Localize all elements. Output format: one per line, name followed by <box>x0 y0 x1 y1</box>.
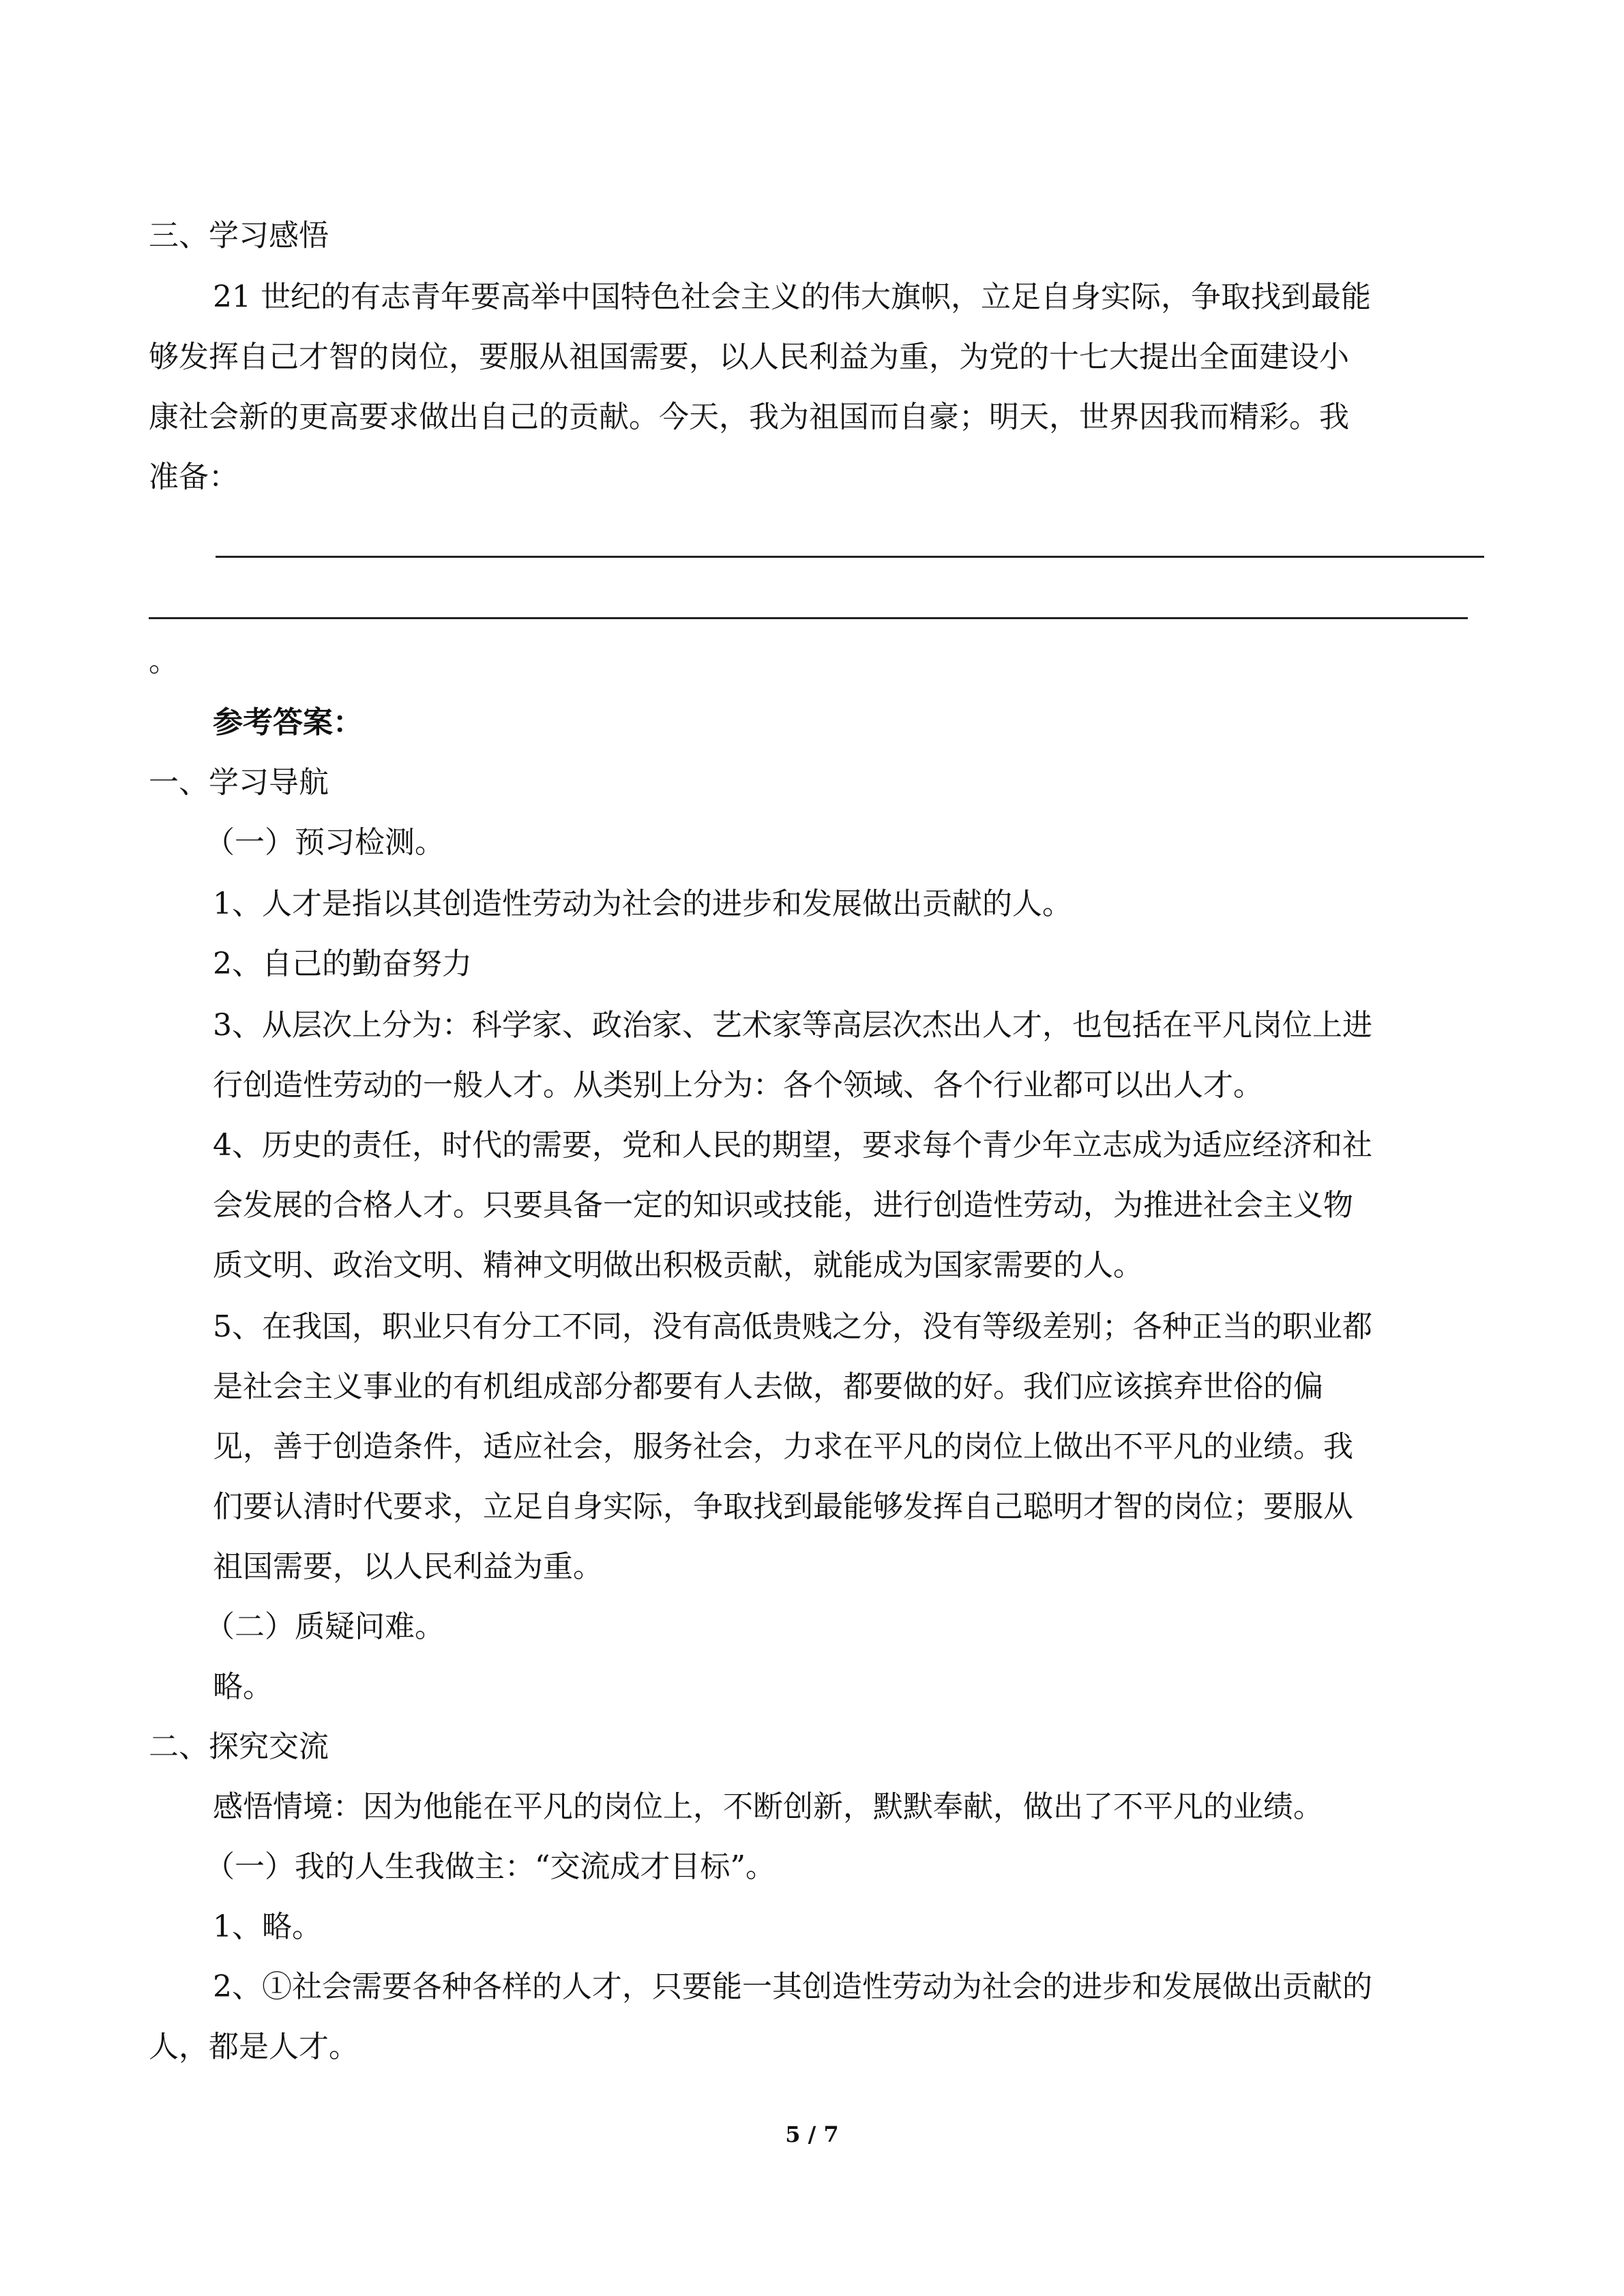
section-heading: 一、学习导航 <box>149 765 329 800</box>
answer-line: 4、历史的责任，时代的需要，党和人民的期望，要求每个青少年立志成为适应经济和社 <box>213 1128 1372 1163</box>
answer-line: 见，善于创造条件，适应社会，服务社会，力求在平凡的岗位上做出不平凡的业绩。我 <box>213 1429 1353 1464</box>
answer-line: 5、在我国，职业只有分工不同，没有高低贵贱之分，没有等级差别；各种正当的职业都 <box>213 1309 1372 1344</box>
answers-title: 参考答案： <box>213 705 363 740</box>
paragraph-line: 准备： <box>149 460 239 494</box>
answer-line: 略。 <box>213 1669 273 1704</box>
answer-line: 感悟情境：因为他能在平凡的岗位上，不断创新，默默奉献，做出了不平凡的业绩。 <box>213 1789 1323 1824</box>
answer-blank-line[interactable] <box>149 617 1468 619</box>
subsection-heading: （二）质疑问难。 <box>205 1609 445 1644</box>
paragraph-line: 21 世纪的有志青年要高举中国特色社会主义的伟大旗帜，立足自身实际，争取找到最能 <box>213 280 1371 314</box>
paragraph-line: 康社会新的更高要求做出自己的贡献。今天，我为祖国而自豪；明天，世界因我而精彩。我 <box>149 400 1349 434</box>
paragraph-line: 够发挥自己才智的岗位，要服从祖国需要，以人民利益为重，为党的十七大提出全面建设小 <box>149 340 1349 374</box>
page-number: 5 / 7 <box>785 2121 839 2147</box>
answer-line: 祖国需要，以人民利益为重。 <box>213 1549 603 1584</box>
answer-line: 3、从层次上分为：科学家、政治家、艺术家等高层次杰出人才，也包括在平凡岗位上进 <box>213 1008 1372 1043</box>
answer-blank-line[interactable] <box>216 556 1484 558</box>
subsection-heading: （一）我的人生我做主：“交流成才目标”。 <box>205 1849 776 1884</box>
end-mark: 。 <box>149 644 179 679</box>
answer-line: 行创造性劳动的一般人才。从类别上分为：各个领域、各个行业都可以出人才。 <box>213 1068 1263 1103</box>
answer-line: 会发展的合格人才。只要具备一定的知识或技能，进行创造性劳动，为推进社会主义物 <box>213 1188 1353 1223</box>
answer-line: 1、人才是指以其创造性劳动为社会的进步和发展做出贡献的人。 <box>213 886 1072 921</box>
subsection-heading: （一）预习检测。 <box>205 825 445 860</box>
answer-line: 们要认清时代要求，立足自身实际，争取找到最能够发挥自己聪明才智的岗位；要服从 <box>213 1489 1353 1524</box>
answer-line: 2、自己的勤奋努力 <box>213 946 472 981</box>
answer-line: 人，都是人才。 <box>149 2029 359 2064</box>
answer-line: 是社会主义事业的有机组成部分都要有人去做，都要做的好。我们应该摈弃世俗的偏 <box>213 1369 1323 1404</box>
answer-line: 2、①社会需要各种各样的人才，只要能一其创造性劳动为社会的进步和发展做出贡献的 <box>213 1969 1372 2004</box>
answer-line: 质文明、政治文明、精神文明做出积极贡献，就能成为国家需要的人。 <box>213 1248 1143 1283</box>
answer-line: 1、略。 <box>213 1909 322 1944</box>
section-heading: 三、学习感悟 <box>149 218 329 253</box>
section-heading: 二、探究交流 <box>149 1729 329 1764</box>
